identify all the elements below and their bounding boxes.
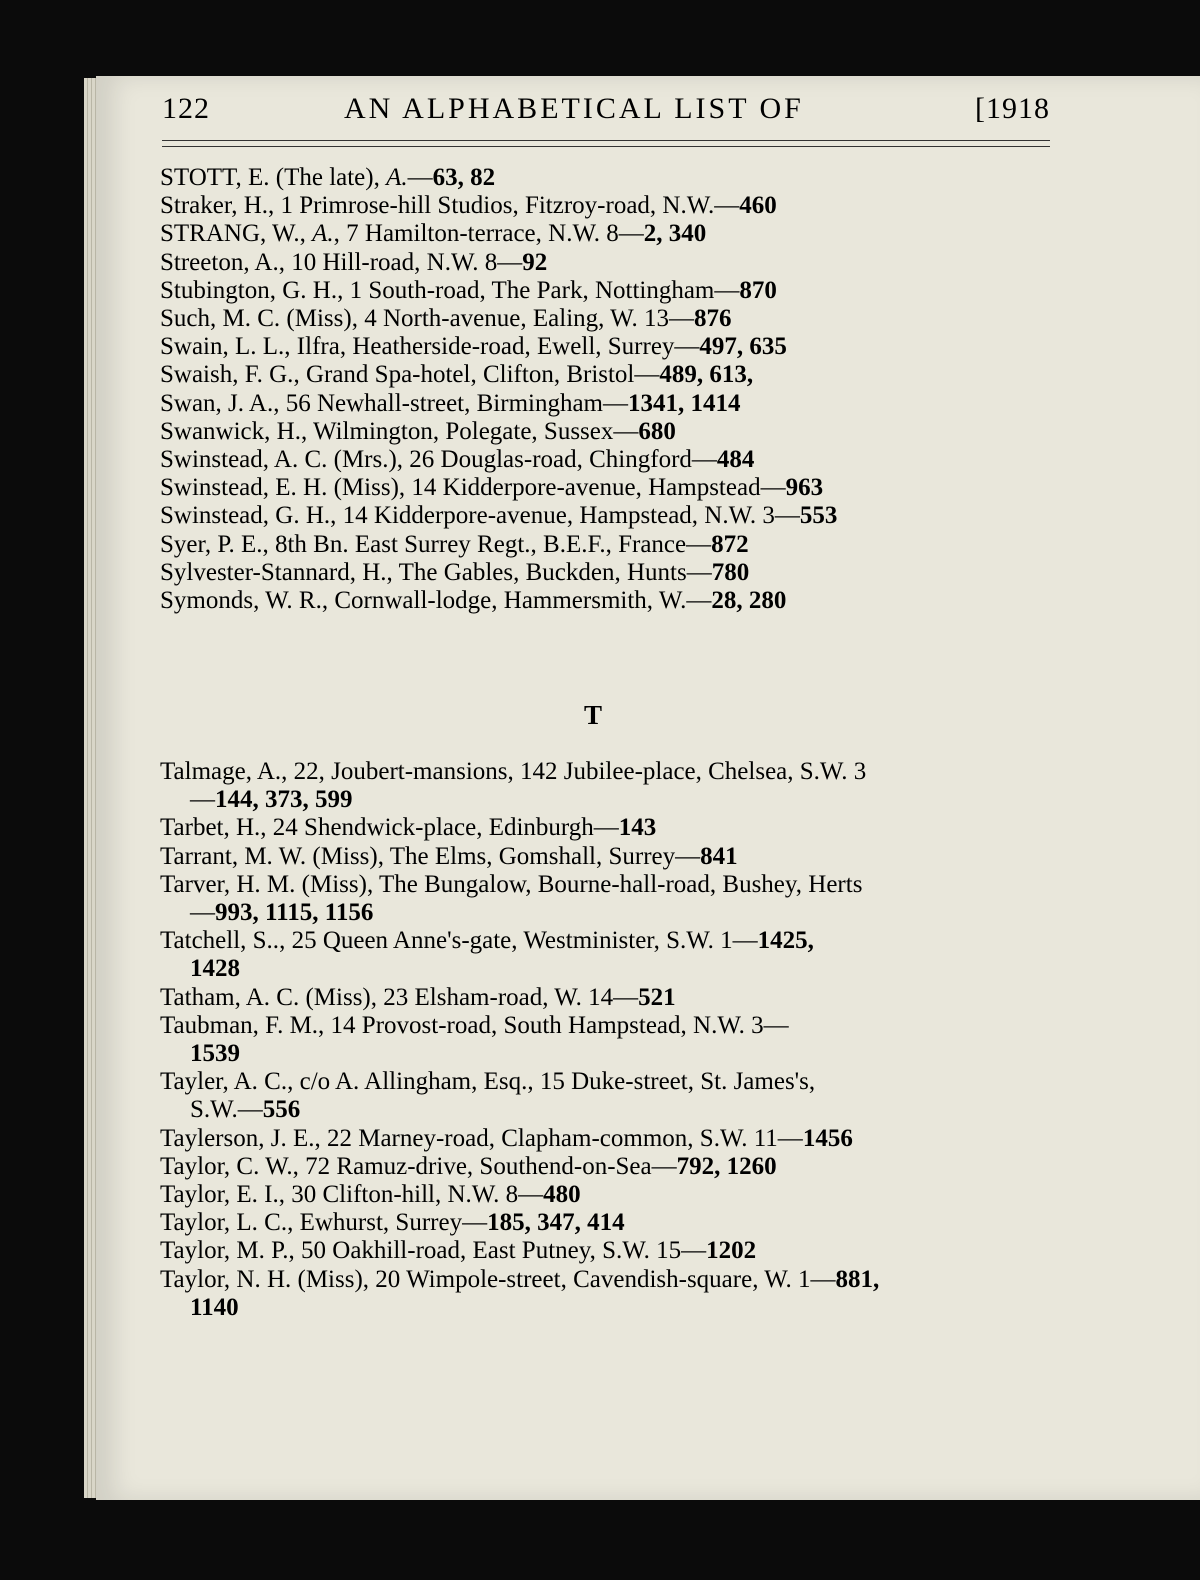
entry-numbers: 680 [638, 417, 676, 445]
entry-numbers-continued: 1428 [190, 955, 240, 983]
running-header [162, 92, 1050, 132]
entry-numbers: 553 [799, 502, 838, 530]
list-item [160, 1181, 1060, 1209]
entry-numbers: 872 [711, 530, 749, 558]
entry-numbers: 92 [522, 248, 548, 276]
header-rule [162, 140, 1050, 147]
entry-numbers: 876 [694, 305, 732, 333]
list-item [160, 531, 1060, 559]
entry-address: , 1 South-road, The Park, Nottingham— [337, 276, 740, 304]
list-item [160, 220, 1060, 248]
list-item [160, 390, 1060, 418]
entry-numbers: 28, 280 [711, 587, 787, 615]
entry-name: Taylor, M. P. [160, 1237, 289, 1265]
entry-qualifier: A. [386, 164, 408, 191]
entry-name: Straker, H. [160, 192, 268, 220]
list-item [160, 587, 1060, 615]
entry-numbers: 780 [711, 558, 750, 586]
entry-name: Taylerson, J. E. [160, 1124, 315, 1152]
entry-name: Streeton, A. [160, 248, 279, 276]
entry-address: , 24 Shendwick-place, Edinburgh— [260, 814, 619, 842]
entry-numbers: 993, 1115, 1156 [215, 899, 374, 927]
list-item [160, 333, 1060, 361]
entry-numbers: 521 [638, 983, 676, 1011]
entry-name: Swinstead, A. C. [160, 446, 328, 474]
entry-name: Taylor, E. I. [160, 1181, 279, 1209]
list-item [160, 502, 1060, 530]
list-item [160, 474, 1060, 502]
entry-name: Swaish, F. G. [160, 361, 294, 389]
entry-address: , Ewhurst, Surrey— [287, 1209, 488, 1237]
entry-name: STRANG, W. [160, 220, 300, 248]
entry-address: , [299, 220, 313, 248]
entry-numbers: 792, 1260 [676, 1152, 777, 1180]
entry-numbers: 1425, [757, 927, 814, 955]
entry-address: , 14 Kidderpore-avenue, Hampstead, N.W. 3— [330, 502, 800, 530]
list-item [160, 277, 1060, 305]
list-item [160, 446, 1060, 474]
entry-address: (Miss), 14 Kidderpore-avenue, Hampstead— [327, 474, 786, 502]
entry-numbers: 1341, 1414 [628, 389, 741, 417]
list-item [160, 249, 1060, 277]
entry-numbers: 881, [835, 1265, 880, 1293]
entry-continuation: S.W.—556 [190, 1096, 301, 1124]
list-item [160, 1068, 1060, 1124]
entry-numbers: 497, 635 [699, 333, 787, 361]
entry-name: STOTT, E. [160, 164, 270, 191]
entry-numbers: 870 [739, 276, 777, 304]
entry-numbers: 63, 82 [432, 164, 496, 191]
entry-numbers: 484 [716, 446, 755, 474]
entry-name: Stubington, G. H. [160, 276, 338, 304]
entry-address: (Miss), The Elms, Gomshall, Surrey— [306, 842, 701, 870]
entry-numbers: 1456 [802, 1124, 853, 1152]
entry-numbers: 1539 [190, 1040, 240, 1068]
entry-numbers-continued: 1140 [190, 1293, 239, 1321]
list-item [160, 305, 1060, 333]
entry-name: Taylor, C. W. [160, 1152, 293, 1180]
entry-continuation [160, 1040, 1060, 1068]
list-item [160, 843, 1060, 871]
entry-continuation: —993, 1115, 1156 [190, 899, 374, 927]
list-item [160, 758, 1060, 814]
entry-address: , 22, Joubert-mansions, 142 Jubilee-place, Chelsea, S.W. 3 [281, 758, 867, 785]
entry-address: , 1 Primrose-hill Studios, Fitzroy-road, N.W.— [268, 192, 740, 220]
entry-continuation [160, 955, 1060, 983]
entry-address: , 14 Provost-road, South Hampstead, N.W. 3— [318, 1011, 789, 1039]
list-item [160, 1125, 1060, 1153]
entry-address: , 8th Bn. East Surrey Regt., B.E.F., France— [262, 530, 712, 558]
list-item [160, 1209, 1060, 1237]
entry-name: Such, M. C. [160, 305, 281, 333]
list-item [160, 1012, 1060, 1068]
entry-address: , 50 Oakhill-road, East Putney, S.W. 15— [288, 1237, 707, 1265]
entry-name: Swanwick, H. [160, 417, 301, 445]
entry-address: , The Gables, Buckden, Hunts— [386, 558, 712, 586]
list-item [160, 871, 1060, 927]
entry-address: (The late), [269, 164, 387, 191]
entry-address: , 30 Clifton-hill, N.W. 8— [278, 1181, 544, 1209]
entry-numbers: 963 [785, 474, 824, 502]
entry-address-rest: — [407, 164, 433, 191]
entry-address: , Cornwall-lodge, Hammersmith, W.— [321, 587, 712, 615]
entry-name: Tarrant, M. W. [160, 842, 307, 870]
entry-name: Talmage, A. [160, 758, 282, 785]
page-title: AN ALPHABETICAL LIST OF [344, 92, 804, 125]
entry-address: (Miss), 23 Elsham-road, W. 14— [299, 983, 639, 1011]
entry-address: , 22 Marney-road, Clapham-common, S.W. 11— [314, 1124, 803, 1152]
entry-numbers: 143 [618, 814, 657, 842]
entry-address: , c/o A. Allingham, Esq., 15 Duke-street, St. James's, [287, 1068, 816, 1096]
entry-name: Swinstead, G. H. [160, 502, 331, 530]
entry-address: (Mrs.), 26 Douglas-road, Chingford— [327, 446, 717, 474]
entry-address: , Wilmington, Polegate, Sussex— [300, 417, 639, 445]
entry-continuation [160, 1294, 1060, 1322]
entry-name: Tatchell, S.. [160, 927, 280, 955]
list-item [160, 984, 1060, 1012]
entry-numbers: 841 [700, 842, 738, 870]
section-letter: T [584, 700, 603, 730]
entry-numbers: 1202 [706, 1237, 757, 1265]
entry-qualifier: A. [312, 220, 334, 248]
entry-name: Sylvester-Stannard, H. [160, 558, 387, 586]
list-item [160, 814, 1060, 842]
entry-name: Tarver, H. M. [160, 870, 296, 898]
list-item [160, 1153, 1060, 1181]
entry-numbers: 556 [262, 1096, 301, 1124]
entry-name: Taubman, F. M. [160, 1011, 319, 1039]
entry-numbers: 185, 347, 414 [487, 1209, 625, 1237]
list-item [160, 192, 1060, 220]
entry-numbers: 489, 613, [659, 361, 754, 389]
entry-name: Tarbet, H. [160, 814, 261, 842]
entry-name: Tatham, A. C. [160, 983, 300, 1011]
entry-address: , Grand Spa-hotel, Clifton, Bristol— [293, 361, 660, 389]
entry-name: Tayler, A. C. [160, 1068, 288, 1096]
entry-numbers: 2, 340 [643, 220, 707, 248]
entry-numbers: 460 [739, 192, 777, 220]
entry-name: Taylor, L. C. [160, 1209, 288, 1237]
entry-name: Swain, L. L. [160, 333, 285, 361]
section-t-list [160, 758, 1060, 1322]
entry-name: Syer, P. E. [160, 530, 263, 558]
list-item [160, 164, 1060, 192]
entry-name: Swinstead, E. H. [160, 474, 328, 502]
entry-name: Taylor, N. H. [160, 1265, 292, 1293]
year-marker: [1918 [975, 92, 1050, 125]
page-number: 122 [162, 92, 210, 125]
entry-name: Swan, J. A. [160, 389, 274, 417]
entry-address: (Miss), 4 North-avenue, Ealing, W. 13— [280, 305, 694, 333]
entry-address: , 25 Queen Anne's-gate, Westminister, S.W. 1— [279, 927, 758, 955]
entry-name: Symonds, W. R. [160, 587, 322, 615]
entry-address-rest: , 7 Hamilton-terrace, N.W. 8— [333, 220, 644, 248]
list-item [160, 418, 1060, 446]
list-item [160, 559, 1060, 587]
list-item [160, 361, 1060, 389]
entry-address: (Miss), 20 Wimpole-street, Cavendish-square, W. 1— [291, 1265, 836, 1293]
list-item [160, 1237, 1060, 1265]
section-s-list [160, 164, 1060, 615]
list-item [160, 927, 1060, 983]
entry-continuation: —144, 373, 599 [190, 786, 353, 814]
list-item [160, 1266, 1060, 1322]
entry-address: , 10 Hill-road, N.W. 8— [278, 248, 523, 276]
entry-address: , 56 Newhall-street, Birmingham— [273, 389, 629, 417]
entry-numbers: 144, 373, 599 [215, 786, 353, 814]
entry-numbers: 480 [543, 1181, 581, 1209]
entry-address: , 72 Ramuz-drive, Southend-on-Sea— [292, 1152, 677, 1180]
entry-address: , Ilfra, Heatherside-road, Ewell, Surrey— [284, 333, 700, 361]
entry-address: (Miss), The Bungalow, Bourne-hall-road, Bushey, Herts [295, 870, 863, 898]
